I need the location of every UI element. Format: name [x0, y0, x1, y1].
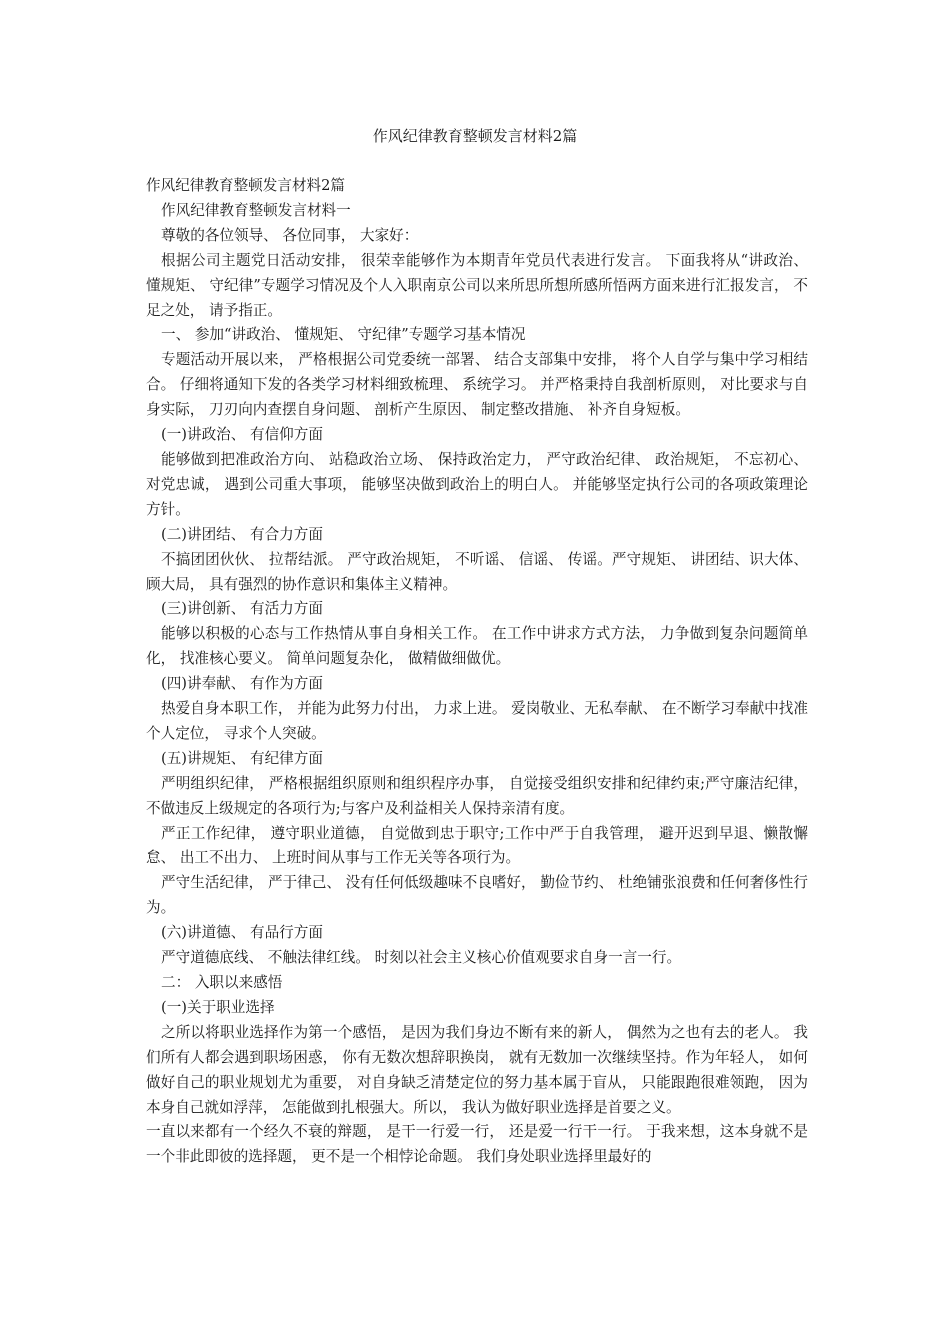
- paragraph: 严守道德底线、 不触法律红线。 时刻以社会主义核心价值观要求自身一言一行。: [161, 949, 682, 967]
- paragraph: 尊敬的各位领导、 各位同事， 大家好：: [161, 226, 419, 244]
- paragraph: 专题活动开展以来， 严格根据公司党委统一部署、 结合支部集中安排， 将个人自学与集中学习相结合。 仔细将通知下发的各类学习材料细致梳理、 系统学习。 并严格秉持自我剖析原则， 对比要求与自身实际， 刀刃向内查摆自身问题、 剖析产生原因、 制定整改措施、 补齐自身短板。: [146, 351, 808, 419]
- paragraph: (五)讲规矩、 有纪律方面: [161, 749, 323, 767]
- paragraph: 能够做到把准政治方向、 站稳政治立场、 保持政治定力， 严守政治纪律、 政治规矩， 不忘初心、 对党忠诚， 遇到公司重大事项， 能够坚决做到政治上的明白人。 并能够坚定执行公司的各项政策理论方针。: [146, 450, 808, 518]
- paragraph: 一直以来都有一个经久不衰的辩题， 是干一行爱一行， 还是爱一行干一行。 于我来想，这本身就不是一个非此即彼的选择题， 更不是一个相悖论命题。 我们身处职业选择里最好的: [146, 1123, 808, 1166]
- paragraph: 严守生活纪律， 严于律己、 没有任何低级趣味不良嗜好， 勤俭节约、 杜绝铺张浪费和任何奢侈性行为。: [146, 874, 808, 917]
- paragraph: 作风纪律教育整顿发言材料2篇: [146, 177, 346, 194]
- paragraph: (四)讲奉献、 有作为方面: [161, 675, 323, 693]
- paragraph: 二： 入职以来感悟: [161, 974, 283, 991]
- paragraph: 一、 参加“讲政治、 懂规矩、 守纪律”专题学习基本情况: [161, 326, 526, 344]
- paragraph: (一)关于职业选择: [161, 998, 275, 1016]
- paragraph: 不搞团团伙伙、 拉帮结派。 严守政治规矩， 不听谣、 信谣、 传谣。严守规矩、 讲团结、识大体、 顾大局， 具有强烈的协作意识和集体主义精神。: [146, 550, 808, 593]
- paragraph: (二)讲团结、 有合力方面: [161, 525, 323, 543]
- paragraph: 严正工作纪律， 遵守职业道德， 自觉做到忠于职守;工作中严于自我管理， 避开迟到早退、懒散懈怠、 出工不出力、 上班时间从事与工作无关等各项行为。: [146, 824, 808, 867]
- paragraph: 之所以将职业选择作为第一个感悟， 是因为我们身边不断有来的新人， 偶然为之也有去的老人。 我们所有人都会遇到职场困惑， 你有无数次想辞职换岗， 就有无数加一次继续坚持。作为年轻人， 如何做好自己的职业规划尤为重要， 对自身缺乏清楚定位的努力基本属于盲从， 只能跟跑很难领跑， 因为本身自己就如浮萍， 怎能做到扎根强大。所以， 我认为做好职业选择是首要之义。: [146, 1023, 808, 1116]
- paragraph: 热爱自身本职工作， 并能为此努力付出， 力求上进。 爱岗敬业、无私奉献、 在不断学习奉献中找准个人定位， 寻求个人突破。: [146, 700, 808, 742]
- paragraph: (三)讲创新、 有活力方面: [161, 600, 323, 618]
- paragraph: 能够以积极的心态与工作热情从事自身相关工作。 在工作中讲求方式方法， 力争做到复杂问题简单化， 找准核心要义。 简单问题复杂化， 做精做细做优。: [146, 625, 808, 668]
- document-title: 作风纪律教育整顿发言材料2篇: [372, 127, 578, 145]
- paragraph: (六)讲道德、 有品行方面: [161, 924, 323, 942]
- document-body: [146, 174, 808, 1170]
- paragraph: 作风纪律教育整顿发言材料一: [161, 201, 351, 219]
- paragraph: 根据公司主题党日活动安排， 很荣幸能够作为本期青年党员代表进行发言。 下面我将从“讲政治、 懂规矩、 守纪律”专题学习情况及个人入职南京公司以来所思所想所感所悟两方面来进行汇报发言， 不足之处， 请予指正。: [146, 251, 808, 319]
- paragraph: 严明组织纪律， 严格根据组织原则和组织程序办事， 自觉接受组织安排和纪律约束;严守廉洁纪律， 不做违反上级规定的各项行为;与客户及利益相关人保持亲清有度。: [146, 774, 808, 817]
- paragraph: (一)讲政治、 有信仰方面: [161, 426, 323, 444]
